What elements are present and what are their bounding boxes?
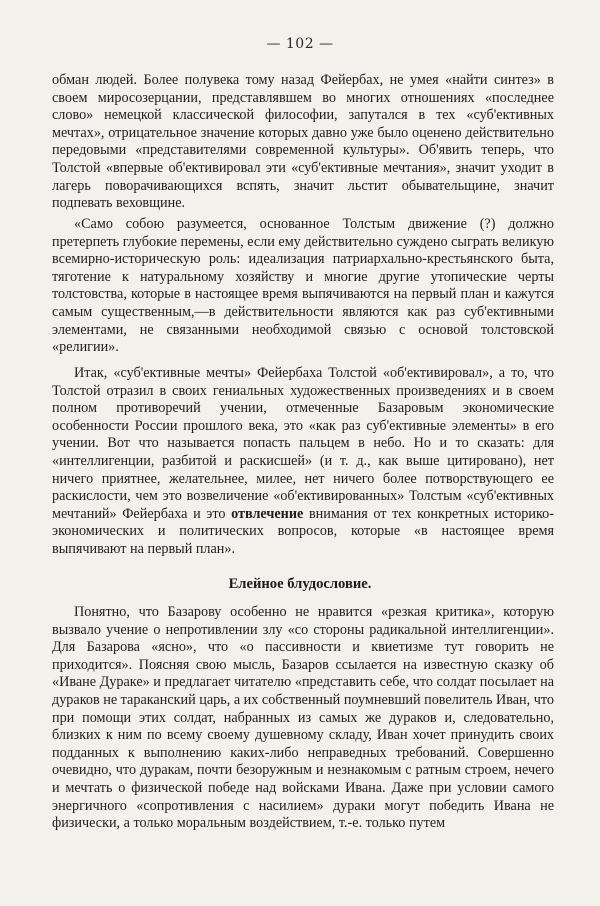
page-number: — 102 —	[266, 36, 334, 52]
paragraph-3-text	[52, 365, 554, 559]
paragraph-3-part-a: Итак, «суб'ективные мечты» Фейербаха Толстой «об'ективировал», а то, что Толстой отразил в своих гениальных художественных произведениях и в своем полном противоречий учении, отмеченные Базаровым экономические особенности России прошлого века, это «как раз суб'ективные элементы» в его учении. Вот что называется попасть пальцем в небо. Но и то сказать: для «интеллигенции, разбитой и раскисшей» (и т. д., как выше цитировано), нет ничего приятнее, желательнее, милее, нет ничего более потворствующего ее раскислости, чем это возвеличение «об'ективированных» Толстым «суб'ективных мечтаний» Фейербаха и это	[52, 365, 554, 522]
paragraph-4-text: Понятно, что Базарову особенно не нравится «резкая критика», которую вызвало учение о непротивлении злу «со стороны радикальной интеллигенции». Для Базарова «ясно», что «о пассивности и квиетизме тут говорить не приходится». Поясняя свою мысль, Базаров ссылается на известную сказку об «Иване Дураке» и предлагает читателю «представить себе, что солдат посылает на дураков не тараканский царь, а их собственный поумневший повелитель Иван, что при помощи этих солдат, набранных из самых же дураков и, следовательно, близких к ним по всему своему душевному складу, Иван хочет принудить своих подданных к выполнению каких-либо неправедных требований. Совершенно очевидно, что дуракам, почти безоружным и незнакомым с ратным строем, нечего и мечтать о физической победе над войсками Ивана. Даже при условии самого энергичного «сопротивления с насилием» дураки могут победить Ивана не физически, а только моральным воздействием, т.-е. только путем	[52, 604, 554, 832]
paragraph-3-part-b: внимания от тех конкретных историко-экономических и политических вопросов, которые «в настоящее время выпячивают на первый план».	[52, 505, 554, 557]
paragraph-1-text: обман людей. Более полувека тому назад Фейербах, не умея «найти синтез» в своем миросозерцании, представлявшем во многих отношениях «последнее слово» немецкой классической философии, запутался в тех «суб'ективных мечтах», отрицательное значение которых давно уже было оценено действительно передовыми «представителями современной культуры». Об'явить теперь, что Толстой «впервые об'ективировал эти «суб'ективные мечтания», значит уходит в лагерь поворачивающихся вспять, значит льстит обывательщине, значит подпевать веховщине.	[52, 72, 554, 212]
paragraph-4	[52, 604, 554, 833]
section-heading: Елейное блудословие.	[228, 576, 372, 592]
paragraph-2-text: «Само собою разумеется, основанное Толстым движение (?) должно претерпеть глубокие перемены, если ему действительно суждено сыграть великую всемирно-историческую роль: идеализация патриархально-крестьянского быта, тяготение к натуральному хозяйству и многие другие утопические черты толстовства, которые в настоящее время выпячиваются на первый план и кажутся самым существенным,—в действительности являются как раз суб'ективными элементами, не связанными необходимой связью с основой толстовской «религии».	[52, 216, 554, 356]
paragraph-2	[52, 216, 554, 357]
paragraph-3-emphasis: отвлечение	[231, 505, 304, 522]
paragraph-3	[52, 365, 554, 559]
paragraph-1	[52, 72, 554, 213]
